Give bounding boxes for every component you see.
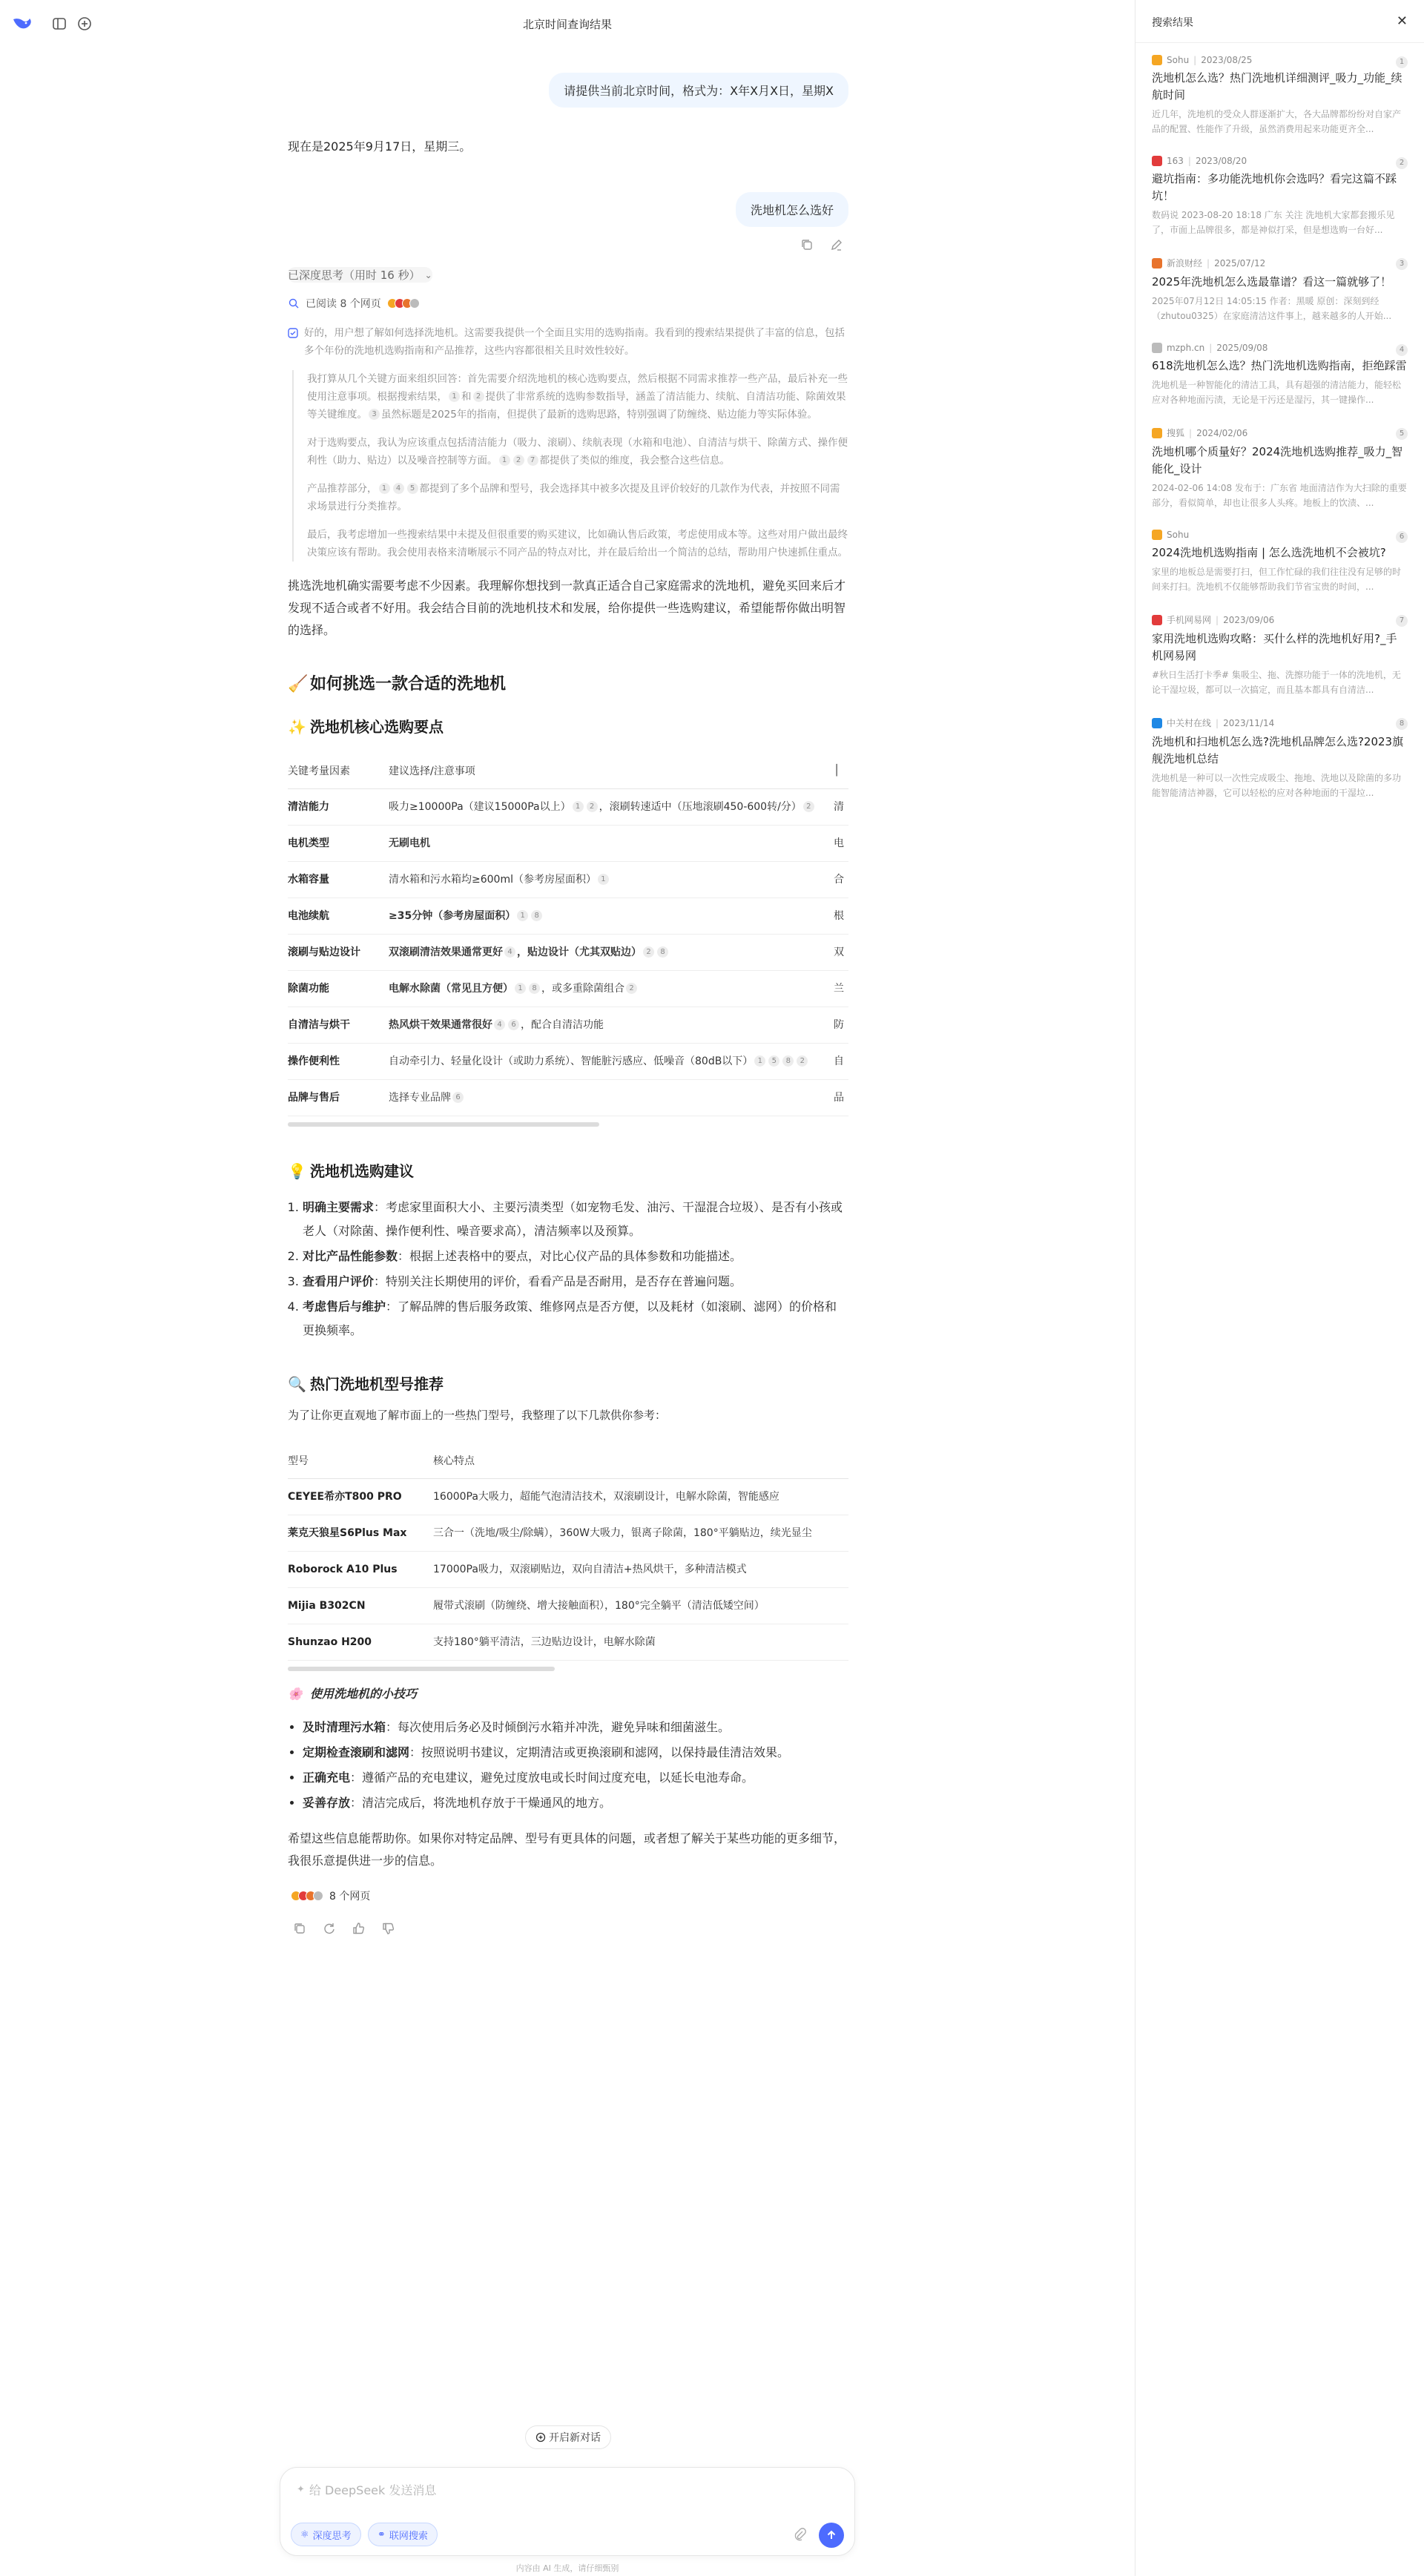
usage-heading: 🌸 使用洗地机的小技巧 xyxy=(288,1687,418,1701)
result-meta xyxy=(1152,613,1408,626)
search-results-panel xyxy=(1135,0,1424,2576)
panel-title: 搜索结果 xyxy=(1152,17,1193,29)
source-logo-icon xyxy=(1152,718,1162,728)
result-meta xyxy=(1152,257,1408,269)
answer-outro: 希望这些信息能帮助你。如果你对特定品牌、型号有更具体的问题，或者想了解关于某些功能的更多细节，我很乐意提供进一步的信息。 xyxy=(288,1831,846,1868)
broom-icon: 🧹 xyxy=(288,675,309,694)
read-pages-label: 已阅读 8 个网页 xyxy=(306,298,381,310)
table-row: 滚刷与贴边设计 双滚刷清洁效果通常更好 4 ，贴边设计（尤其双贴边） 2 8 双 xyxy=(288,935,848,971)
sources-label: 8 个网页 xyxy=(329,1891,371,1903)
subsection-heading: ✨ 洗地机核心选购要点 xyxy=(288,718,444,736)
list-item: 4. 考虑售后与维护：了解品牌的售后服务政策、维修网点是否方便，以及耗材（如滚刷、滤网）的价格和更换频率。 xyxy=(303,1295,848,1343)
copy-icon[interactable] xyxy=(292,1921,307,1936)
search-result-item[interactable] xyxy=(1135,705,1424,808)
thinking-paragraph: 产品推荐部分， 1 4 5 都提到了多个品牌和型号，我会选择其中被多次提及且评价较好的几款作为代表，并按照不同需求场景进行分类推荐。 xyxy=(307,483,840,513)
result-snippet: 家里的地板总是需要打扫，但工作忙碌的我们往往没有足够的时间来打扫。洗地机不仅能够帮助我们节省宝贵的时间，... xyxy=(1152,567,1402,592)
list-item: 3. 查看用户评价：特别关注长期使用的评价，看看产品是否耐用，是否存在普遍问题。 xyxy=(303,1270,848,1294)
atom-icon: ⚛ xyxy=(300,2529,309,2540)
meta-separator: | xyxy=(1207,257,1210,269)
table-row: 除菌功能 电解水除菌（常见且方便） 1 8 ，或多重除菌组合 2 兰 xyxy=(288,971,848,1007)
table-row: Roborock A10 Plus 17000Pa吸力，双滚刷贴边，双向自清洁+热风烘干，多种清洁模式 xyxy=(288,1552,848,1588)
paperclip-icon[interactable] xyxy=(794,2527,807,2542)
result-meta xyxy=(1152,530,1408,540)
thinking-paragraph: 对于选购要点，我认为应该重点包括清洁能力（吸力、滚刷）、续航表现（水箱和电池）、自清洁与烘干、除菌方式、操作便利性（助力、贴边）以及噪音控制等方面。 1 2 7 都提供了类似的维度，我会整合这些信息。 xyxy=(307,437,848,467)
result-snippet: 2024-02-06 14:08 发布于：广东省 地面清洁作为大扫除的重要部分，看似简单，却也让很多人头疼。地板上的饮渍、... xyxy=(1152,483,1407,508)
result-date: 2023/08/20 xyxy=(1195,156,1247,166)
models-intro: 为了让你更直观地了解市面上的一些热门型号，我整理了以下几款供你参考： xyxy=(288,1409,667,1422)
globe-icon: ⚭ xyxy=(378,2529,386,2540)
result-snippet: 近几年，洗地机的受众人群逐渐扩大，各大品牌都纷纷对自家产品的配置、性能作了升级，虽然消费用起来功能更齐全... xyxy=(1152,109,1402,134)
read-pages-row[interactable] xyxy=(288,296,848,311)
close-icon[interactable]: ✕ xyxy=(1396,13,1408,29)
models-table xyxy=(288,1443,848,1661)
table-header: 关键考量因素 xyxy=(288,753,389,789)
search-result-item[interactable] xyxy=(1135,43,1424,144)
ai-disclaimer: 内容由 AI 生成，请仔细甄别 xyxy=(515,2563,619,2573)
user-message xyxy=(288,192,848,227)
result-title[interactable]: 618洗地机怎么选？热门洗地机选购指南，拒绝踩雷 xyxy=(1152,359,1407,372)
list-item: 2. 对比产品性能参数：根据上述表格中的要点，对比心仪产品的具体参数和功能描述。 xyxy=(303,1245,848,1268)
result-index-badge: 7 xyxy=(1396,615,1408,627)
source-logo-icon xyxy=(1152,258,1162,269)
result-title[interactable]: 家用洗地机选购攻略：买什么样的洗地机好用?_手机网易网 xyxy=(1152,632,1397,662)
send-button[interactable] xyxy=(819,2523,844,2548)
lightbulb-icon: 💡 xyxy=(288,1162,306,1180)
result-date: 2024/02/06 xyxy=(1196,427,1248,438)
result-date: 2025/09/08 xyxy=(1216,343,1268,353)
flower-icon: 🌸 xyxy=(288,1687,303,1701)
result-index-badge: 3 xyxy=(1396,258,1408,270)
thinking-paragraph: 好的，用户想了解如何选择洗地机。这需要我提供一个全面且实用的选购指南。我看到的搜索结果提供了丰富的信息，包括多个年份的洗地机选购指南和产品推荐，这些内容都很相关且时效性较好。 xyxy=(304,327,845,357)
search-result-item[interactable] xyxy=(1135,602,1424,705)
list-item: • 及时清理污水箱：每次使用后务必及时倾倒污水箱并冲洗，避免异味和细菌滋生。 xyxy=(303,1715,848,1740)
table-row: 电池续航 ≥35分钟（参考房屋面积） 1 8 根 xyxy=(288,898,848,935)
thinking-icon xyxy=(288,328,298,338)
section-heading: 🧹 如何挑选一款合适的洗地机 xyxy=(288,675,507,694)
answer-intro: 挑选洗地机确实需要考虑不少因素。我理解你想找到一款真正适合自己家庭需求的洗地机，避免买回来后才发现不适合或者不好用。我会结合目前的洗地机技术和发展，给你提供一些选购建议，希望能帮你做出明智的选择。 xyxy=(288,579,846,637)
tips-list xyxy=(288,1196,848,1343)
thinking-paragraph: 我打算从几个关键方面来组织回答：首先需要介绍洗地机的核心选购要点，然后根据不同需求推荐一些产品，最后补充一些使用注意事项。根据搜索结果， 1 和 2 提供了非常系统的选购参数指导，涵盖了清洁能力、续航、自清洁功能、除菌效果等关键维度。 3 虽然标题是2025年的指南，但提供了最新的选购思路，特别强调了防缠绕、贴边能力等实际体验。 xyxy=(307,373,848,421)
table-horizontal-scrollbar[interactable] xyxy=(288,1122,599,1127)
result-snippet: 数码说 2023-08-20 18:18 广东 关注 洗地机大家都套搬乐见了，市面上品牌很多，都是神似打采，但是想选购一台好... xyxy=(1152,210,1395,235)
sparkle-small-icon: ✦ xyxy=(297,2484,305,2495)
table-row: 水箱容量 清水箱和污水箱均≥600ml（参考房屋面积） 1 合 xyxy=(288,862,848,898)
copy-icon[interactable] xyxy=(800,237,814,252)
result-source: 中关村在线 xyxy=(1167,718,1212,728)
result-date: 2023/09/06 xyxy=(1223,614,1275,625)
meta-separator: | xyxy=(1187,156,1191,166)
user-message-actions xyxy=(288,237,848,252)
result-snippet: 2025年07月12日 14:05:15 作者：黑暖 原创：深刻到经（zhutou0325）在家庭清洁这件事上，越来越多的人开始... xyxy=(1152,296,1392,321)
result-source: 163 xyxy=(1167,156,1184,166)
conversation-title: 北京时间查询结果 xyxy=(522,18,612,31)
top-bar xyxy=(0,0,1135,47)
result-source: 搜狐 xyxy=(1167,428,1185,438)
table-row: 自清洁与烘干 热风烘干效果通常很好 4 6 ，配合自清洁功能 防 xyxy=(288,1007,848,1044)
table-row: 操作便利性 自动牵引力、轻量化设计（或助力系统）、智能脏污感应、低噪音（80dB以下） 1 5 8 2 自 xyxy=(288,1044,848,1080)
thinking-toggle[interactable] xyxy=(288,267,848,283)
search-result-item[interactable] xyxy=(1135,144,1424,245)
result-date: 2025/07/12 xyxy=(1214,257,1266,269)
result-meta xyxy=(1152,717,1408,729)
search-result-item[interactable] xyxy=(1135,518,1424,602)
thinking-header[interactable] xyxy=(288,267,432,283)
result-source: mzph.cn xyxy=(1167,343,1205,353)
result-date: 2023/11/14 xyxy=(1223,717,1275,728)
chat-thread xyxy=(288,65,848,1936)
new-chat-button[interactable]: 开启新对话 xyxy=(525,2425,611,2449)
subsection-heading: 💡 洗地机选购建议 xyxy=(288,1162,414,1180)
table-row: 清洁能力 吸力≥10000Pa（建议15000Pa以上） 1 2 ，滚刷转速适中（压地滚刷450-600转/分） 2 清 xyxy=(288,789,848,826)
result-title[interactable]: 洗地机哪个质量好？2024洗地机选购推荐_吸力_智能化_设计 xyxy=(1152,445,1403,475)
meta-separator: | xyxy=(1193,55,1197,65)
thinking-paragraph: 最后，我考虑增加一些搜索结果中未提及但很重要的购买建议，比如确认售后政策，考虑使用成本等。这些对用户做出最终决策应该有帮助。我会使用表格来清晰展示不同产品的特点对比，并在最后给出一个简洁的总结，帮助用户快速抓住重点。 xyxy=(307,529,848,559)
source-logo-icon xyxy=(1152,343,1162,353)
result-snippet: 洗地机是一种智能化的清洁工具，具有超强的清洁能力，能轻松应对各种地面污渍，无论是干污还是湿污，其一键操作... xyxy=(1152,380,1402,405)
web-search-toggle[interactable]: ⚭ 联网搜索 xyxy=(368,2523,438,2546)
sparkle-icon: ✨ xyxy=(288,718,306,736)
new-chat-icon xyxy=(535,2432,546,2442)
table-header-clipped: │ xyxy=(834,753,848,789)
table-header: 建议选择/注意事项 xyxy=(389,753,834,789)
table-header: 型号 xyxy=(288,1443,433,1479)
source-logo-icon xyxy=(1152,428,1162,438)
result-snippet: #秋日生活打卡季# 集吸尘、拖、洗擦功能于一体的洗地机，无论干湿垃圾，都可以一次搞定，而且基本都具有自清洁... xyxy=(1152,670,1401,695)
table-row: Mijia B302CN 履带式滚刷（防缠绕、增大接触面积），180°完全躺平（清洁低矮空间） xyxy=(288,1588,848,1624)
meta-separator: | xyxy=(1209,343,1213,353)
table-row: Shunzao H200 支持180°躺平清洁，三边贴边设计，电解水除菌 xyxy=(288,1624,848,1661)
source-logo-icon xyxy=(1152,156,1162,166)
sources-button[interactable] xyxy=(288,1888,848,1903)
message-composer[interactable] xyxy=(280,2467,855,2556)
list-item: • 妥善存放：清洁完成后，将洗地机存放于干燥通风的地方。 xyxy=(303,1791,848,1816)
thumbs-down-icon[interactable] xyxy=(381,1921,396,1936)
assistant-answer: 现在是2025年9月17日，星期三。 xyxy=(288,139,472,154)
result-source: 手机网易网 xyxy=(1167,615,1212,625)
result-index-badge: 1 xyxy=(1396,56,1408,68)
deep-think-toggle[interactable]: ⚛ 深度思考 xyxy=(291,2523,361,2546)
user-bubble: 洗地机怎么选好 xyxy=(736,192,848,227)
table-header-row xyxy=(288,1443,848,1479)
result-meta xyxy=(1152,156,1408,166)
result-title[interactable]: 2025年洗地机怎么选最靠谱？看这一篇就够了！ xyxy=(1152,275,1392,289)
thinking-content xyxy=(288,324,848,561)
result-index-badge: 4 xyxy=(1396,344,1408,356)
result-title[interactable]: 避坑指南：多功能洗地机你会选吗？看完这篇不踩坑！ xyxy=(1152,172,1397,202)
subsection-heading: 🔍 热门洗地机型号推荐 xyxy=(288,1375,444,1393)
result-title[interactable]: 洗地机和扫地机怎么选?洗地机品牌怎么选?2023旗舰洗地机总结 xyxy=(1152,735,1404,765)
edit-icon[interactable] xyxy=(829,237,844,252)
result-index-badge: 6 xyxy=(1396,531,1408,543)
message-input[interactable]: ✦ 给 DeepSeek 发送消息 xyxy=(297,2483,437,2497)
result-date: 2023/08/25 xyxy=(1201,55,1253,65)
result-title[interactable]: 2024洗地机选购指南 | 怎么选洗地机不会被坑? xyxy=(1152,546,1386,559)
source-logo-icon xyxy=(1152,530,1162,540)
search-result-item[interactable] xyxy=(1135,331,1424,415)
answer-actions xyxy=(288,1921,848,1936)
table-header: 核心特点 xyxy=(433,1443,848,1479)
result-source: 新浪财经 xyxy=(1167,258,1203,269)
user-bubble: 请提供当前北京时间，格式为：X年X月X日，星期X xyxy=(549,73,848,108)
meta-separator: | xyxy=(1189,427,1193,438)
user-message xyxy=(288,73,848,108)
list-item: 1. 明确主要需求：考虑家里面积大小、主要污渍类型（如宠物毛发、油污、干湿混合垃圾）、是否有小孩或老人（对除菌、操作便利性、噪音要求高），清洁频率以及预算。 xyxy=(303,1196,848,1243)
table-row: 电机类型 无刷电机 电 xyxy=(288,826,848,862)
result-meta xyxy=(1152,55,1408,65)
regenerate-icon[interactable] xyxy=(322,1921,337,1936)
table-row: CEYEE希亦T800 PRO 16000Pa大吸力，超能气泡清洁技术，双滚刷设计，电解水除菌，智能感应 xyxy=(288,1479,848,1515)
table-row: 莱克天狼星S6Plus Max 三合一（洗地/吸尘/除螨），360W大吸力，银离子除菌，180°平躺贴边，续光显尘 xyxy=(288,1515,848,1552)
result-snippet: 洗地机是一种可以一次性完成吸尘、拖地、洗地以及除菌的多功能智能清洁神器，它可以轻松的应对各种地面的干湿垃... xyxy=(1152,773,1402,798)
list-item: • 定期检查滚刷和滤网：按照说明书建议，定期清洁或更换滚刷和滤网，以保持最佳清洁效果。 xyxy=(303,1740,848,1765)
thumbs-up-icon[interactable] xyxy=(352,1921,366,1936)
result-meta xyxy=(1152,343,1408,353)
meta-separator: | xyxy=(1216,717,1219,728)
source-avatars xyxy=(291,1891,323,1901)
thinking-label: 已深度思考（用时 16 秒） xyxy=(288,269,421,282)
meta-separator: | xyxy=(1216,614,1219,625)
list-item: • 正确充电：遵循产品的充电建议，避免过度放电或长时间过度充电，以延长电池寿命。 xyxy=(303,1765,848,1791)
table-header-row xyxy=(288,753,848,789)
result-meta xyxy=(1152,426,1408,439)
magnifier-icon: 🔍 xyxy=(288,1375,306,1393)
result-index-badge: 8 xyxy=(1396,718,1408,730)
usage-tips-list xyxy=(288,1715,848,1816)
search-results-list xyxy=(1135,43,1424,808)
source-avatars xyxy=(387,298,420,309)
result-index-badge: 2 xyxy=(1396,157,1408,169)
chevron-down-icon: ⌄ xyxy=(424,269,432,280)
spec-table xyxy=(288,753,848,1116)
result-source: Sohu xyxy=(1167,530,1190,540)
search-result-item[interactable] xyxy=(1135,415,1424,518)
search-result-item[interactable] xyxy=(1135,245,1424,331)
arrow-up-icon xyxy=(825,2529,837,2541)
source-logo-icon xyxy=(1152,615,1162,625)
result-index-badge: 5 xyxy=(1396,428,1408,440)
panel-header xyxy=(1135,0,1424,43)
result-title[interactable]: 洗地机怎么选？热门洗地机详细测评_吸力_功能_续航时间 xyxy=(1152,71,1402,102)
search-web-icon xyxy=(288,297,300,309)
source-logo-icon xyxy=(1152,55,1162,65)
table-row: 品牌与售后 选择专业品牌 6 品 xyxy=(288,1080,848,1116)
table-horizontal-scrollbar[interactable] xyxy=(288,1667,555,1671)
result-source: Sohu xyxy=(1167,55,1190,65)
